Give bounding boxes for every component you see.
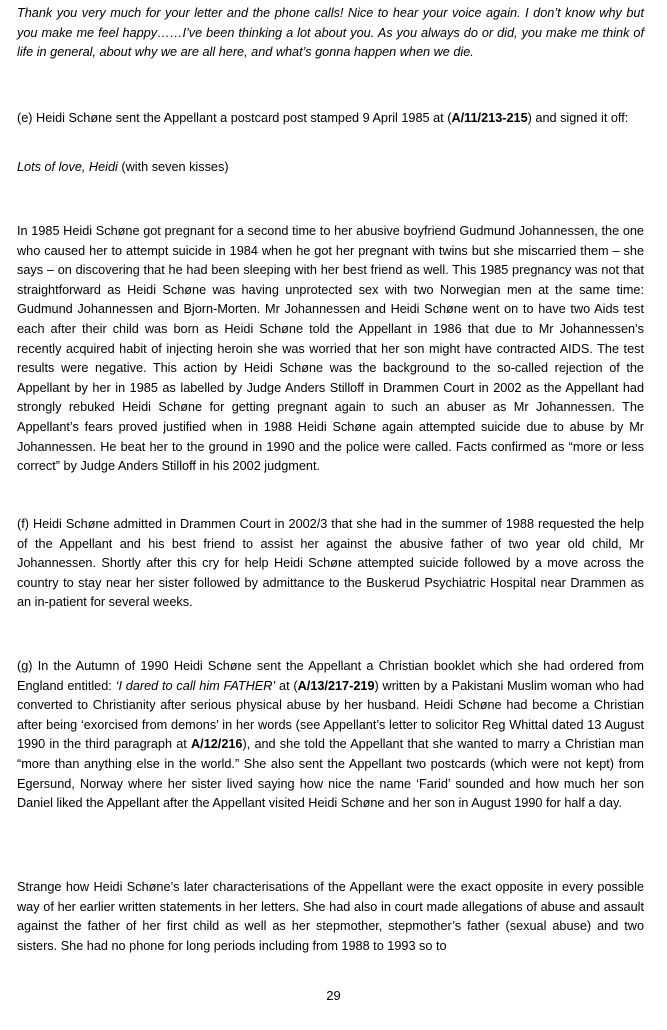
booklet-title: ‘I dared to call him FATHER’	[115, 678, 276, 693]
letter-quote: Thank you very much for your letter and the phone calls! Nice to hear your voice again. I don’t know why but you make me feel happy……I’ve been thinking a lot about you. As you always do or did, you make me think of life in general, about why we are all here, and what’s gonna happen when we die.	[17, 6, 644, 60]
paragraph-g-text-3: ) written by a Pakistani Muslim woman who had converted to Christianity after serious physical abuse by her husband. Heidi Schøne had become a Christian after being ‘exorcised from demons’ in her words (see Appellant’s letter to solicitor Reg Whittal dated 13 August 1990 in the third paragraph at	[17, 678, 645, 752]
signoff-line	[17, 158, 644, 178]
signoff-quote: Lots of love, Heidi	[17, 160, 118, 174]
signoff-note: (with seven kisses)	[117, 160, 229, 174]
page-number: 29	[326, 988, 341, 1003]
paragraph-e	[17, 109, 644, 129]
exhibit-reference: A/11/213-215	[451, 111, 528, 125]
exhibit-reference: A/13/217-219	[297, 678, 375, 693]
paragraph-1985-pregnancy: In 1985 Heidi Schøne got pregnant for a second time to her abusive boyfriend Gudmund Johannessen, the one who caused her to attempt suicide in 1984 when he got her pregnant with twins but she miscarried them – she says – on discovering that he had been sleeping with her best friend as well. This 1985 pregnancy was not that straightforward as Heidi Schøne was having unprotected sex with two Norwegian men at the same time: Gudmund Johannessen and Bjorn-Morten. Mr Johannessen and Heidi Schøne went on to have two Aids test each after their child was born as Heidi Schøne told the Appellant in 1986 that due to Mr Johannessen’s recently acquired habit of injecting heroin she was worried that her son might have contracted AIDS. The test results were negative. This action by Heidi Schøne was the background to the so-called rejection of the Appellant by her in 1985 as labelled by Judge Anders Stilloff in Drammen Court in 2002 as the Appellant had strongly rebuked Heidi Schøne for getting pregnant again to such an abuser as Mr Johannessen. The Appellant’s fears proved justified when in 1988 Heidi Schøne again attempted suicide due to abuse by Mr Johannessen. He beat her to the ground in 1990 and the police were called. Facts confirmed as “more or less correct” by Judge Anders Stilloff in his 2002 judgment.	[17, 224, 644, 474]
paragraph-g-text-4: ), and she told the Appellant that she wanted to marry a Christian man “more than anything else in the world.” She also sent the Appellant two postcards (which were not kept) from Egersund, Norway where her sister lived saying how nice the name ‘Farid’ sounded and how much her son Daniel liked the Appellant after the Appellant visited Heidi Schøne and her son in August 1990 for half a day.	[17, 737, 644, 811]
paragraph-g	[17, 657, 644, 814]
exhibit-reference: A/12/216	[191, 737, 243, 752]
paragraph-e-text-2: ) and signed it off:	[527, 111, 629, 125]
paragraph-e-text-1: (e) Heidi Schøne sent the Appellant a postcard post stamped 9 April 1985 at (	[17, 111, 452, 125]
paragraph-strange: Strange how Heidi Schøne’s later characterisations of the Appellant were the exact opposite in every possible way of her earlier written statements in her letters. She had also in court made allegations of abuse and assault against the father of her first child as well as her stepmother, stepmother’s father (sexual abuse) and two sisters. She had no phone for long periods including from 1988 to 1993 so to	[17, 880, 644, 953]
paragraph-f: (f) Heidi Schøne admitted in Drammen Court in 2002/3 that she had in the summer of 1988 requested the help of the Appellant and his best friend to assist her against the abusive father of two year old child, Mr Johannessen. Shortly after this cry for help Heidi Schøne attempted suicide followed by a move across the country to stay near her sister followed by admittance to the Buskerud Psychiatric Hospital near Drammen as an in-patient for several weeks.	[17, 517, 644, 610]
paragraph-g-text-1: (g) In the Autumn of 1990 Heidi Schøne sent the Appellant a Christian booklet which she had ordered from England entitled:	[17, 659, 644, 693]
paragraph-g-text-2: at (	[275, 678, 298, 693]
